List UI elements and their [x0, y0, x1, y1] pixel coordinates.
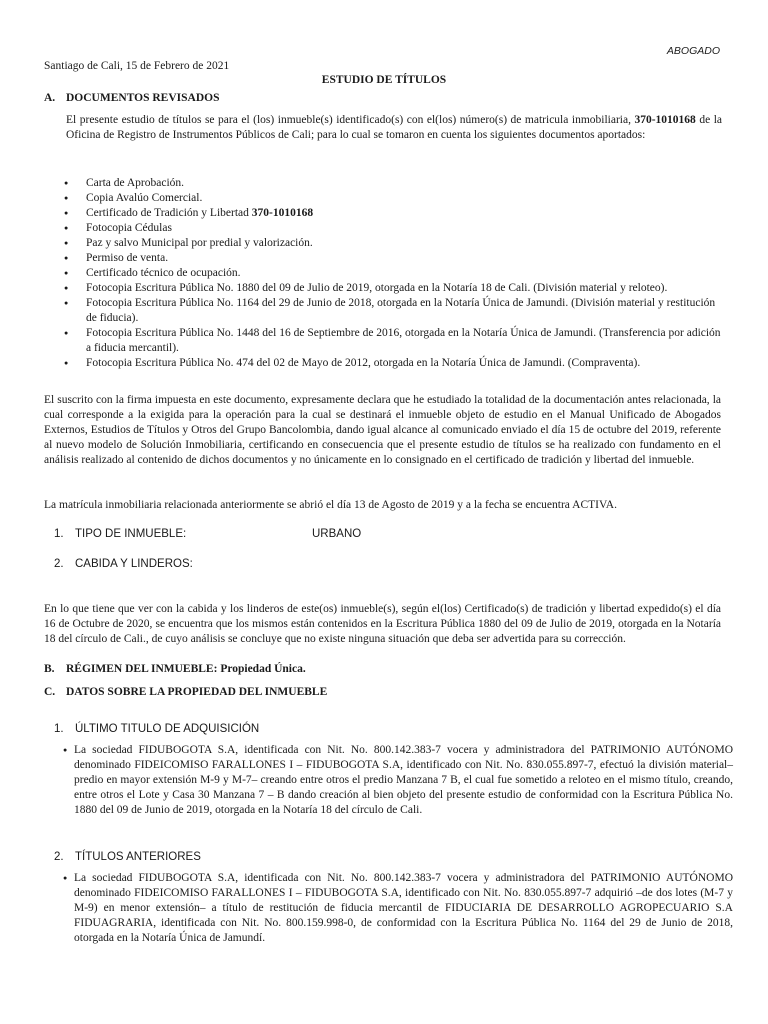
header-role: ABOGADO	[666, 45, 720, 57]
document-text: Fotocopia Escritura Pública No. 1448 del 16 de Septiembre de 2016, otorgada en la Notaría Única de Jamundi. (Transferencia por adición a fiducia mercantil).	[86, 327, 721, 354]
ultimo-titulo-paragraph	[63, 743, 733, 818]
document-text: Fotocopia Escritura Pública No. 1164 del 29 de Junio de 2018, otorgada en la Notaría Única de Jamundi. (División material y restitución de fiducia).	[86, 297, 716, 324]
document-text: Certificado técnico de ocupación.	[86, 267, 241, 279]
bullet-dot: ●	[63, 746, 68, 754]
item-label: TÍTULOS ANTERIORES	[75, 851, 201, 863]
document-text: Carta de Aprobación.	[86, 177, 185, 189]
item-cabida-linderos	[54, 557, 193, 572]
item-number: 1.	[54, 723, 64, 735]
bullet-dot: ●	[63, 874, 68, 882]
list-item	[64, 206, 726, 221]
section-c-letter: C.	[44, 686, 56, 698]
document-text: Fotocopia Escritura Pública No. 1880 del 09 de Julio de 2019, otorgada en la Notaría 18 de Cali. (División material y reloteo).	[86, 282, 668, 294]
item-tipo-inmueble	[54, 527, 186, 542]
list-item	[64, 176, 726, 191]
document-text: Paz y salvo Municipal por predial y valorización.	[86, 237, 313, 249]
section-a-title: DOCUMENTOS REVISADOS	[66, 92, 220, 104]
section-b-value: Propiedad Única.	[220, 663, 306, 675]
list-item	[64, 281, 726, 296]
titulos-anteriores-text: La sociedad FIDUBOGOTA S.A, identificada con Nit. No. 800.142.383-7 vocera y administradora del PATRIMONIO AUTÓNOMO denominado FIDEICOMISO FARALLONES I – FIDUBOGOTA S.A, identificado con Nit. No. 830.055.897-7 adquirió –de dos lotes (M-7 y M-9) en menor extensión– a título de restitución de fiducia mercantil de FIDUCIARIA DE DESARROLLO AGROPECUARIO S.A FIDUAGRARIA, identificada con Nit. No. 800.159.998-0, de conformidad con la Escritura Pública No. 1164 del 29 de Junio de 2018, otorgada en la Notaría Única de Jamundí.	[74, 872, 733, 944]
list-item	[64, 251, 726, 266]
matricula-note: La matrícula inmobiliaria relacionada anteriormente se abrió el día 13 de Agosto de 2019 y a la fecha se encuentra ACTIVA.	[44, 499, 617, 511]
list-item	[64, 266, 726, 281]
item-number: 1.	[54, 528, 64, 540]
item-label: ÚLTIMO TITULO DE ADQUISICIÓN	[75, 723, 260, 735]
item-titulos-anteriores	[54, 850, 201, 865]
document-text: Permiso de venta.	[86, 252, 169, 264]
tipo-inmueble-value: URBANO	[312, 528, 362, 540]
item-label: CABIDA Y LINDEROS:	[75, 558, 193, 570]
list-item	[64, 236, 726, 251]
section-a-letter: A.	[44, 92, 56, 104]
list-item	[64, 296, 726, 326]
section-b-title: RÉGIMEN DEL INMUEBLE:	[66, 663, 221, 675]
intro-matricula: 370-1010168	[634, 114, 696, 126]
item-label: TIPO DE INMUEBLE:	[75, 528, 187, 540]
section-c-title: DATOS SOBRE LA PROPIEDAD DEL INMUEBLE	[66, 686, 328, 698]
documents-list	[64, 176, 726, 371]
item-ultimo-titulo	[54, 722, 259, 737]
item-number: 2.	[54, 558, 64, 570]
document-text: Fotocopia Cédulas	[86, 222, 172, 234]
cabida-paragraph: En lo que tiene que ver con la cabida y los linderos de este(os) inmueble(s), según el(los) Certificado(s) de tradición y libertad expedido(s) el día 16 de Octubre de 2020, se encuentra que los mismos están contenidos en la Escritura Pública 1880 del 09 de Julio de 2019, otorgada en la Notaría 18 del círculo de Cali., de cuyo análisis se concluye que no existe ninguna situación que deba ser advertida para su corrección.	[44, 603, 721, 645]
ultimo-titulo-text: La sociedad FIDUBOGOTA S.A, identificada con Nit. No. 800.142.383-7 vocera y administradora del PATRIMONIO AUTÓNOMO denominado FIDEICOMISO FARALLONES I – FIDUBOGOTA S.A, identificado con Nit. No. 830.055.897-7, efectuó la división material–predio en mayor extensión M-9 y M-7– creando entre otros el predio Manzana 7 B, el cual fue sometido a reloteo en el mismo título, creando, entre otros el Lote y Casa 30 Manzana 7 – B dando creación al bien objeto del presente estudio de conformidad con la Escritura Pública No. 1880 del 09 de Junio de 2019, otorgada en la Notaría 18 del círculo de Cali.	[74, 744, 733, 816]
document-text: Certificado de Tradición y Libertad	[86, 207, 252, 219]
document-date: Santiago de Cali, 15 de Febrero de 2021	[44, 60, 230, 72]
document-title: ESTUDIO DE TÍTULOS	[321, 74, 447, 86]
document-text: Fotocopia Escritura Pública No. 474 del 02 de Mayo de 2012, otorgada en la Notaría Única de Jamundi. (Compraventa).	[86, 357, 641, 369]
list-item	[64, 326, 726, 356]
item-number: 2.	[54, 851, 64, 863]
section-a-intro	[66, 113, 722, 143]
section-a-heading	[44, 91, 219, 106]
certificado-number: 370-1010168	[251, 207, 314, 219]
section-b-heading	[44, 662, 306, 677]
list-item	[64, 356, 726, 371]
list-item	[64, 191, 726, 206]
declaration-paragraph: El suscrito con la firma impuesta en este documento, expresamente declara que he estudiado la totalidad de la documentación antes relacionada, la cual corresponde a la exigida para la operación para la cual se destinará el inmueble objeto de estudio en el Manual Unificado de Abogados Externos, Estudios de Títulos y Otros del Grupo Bancolombia, dando igual alcance al comunicado enviado el día 15 de octubre del 2019, referente al nuevo modelo de Solución Inmobiliaria, certificando en consecuencia que el presente estudio de títulos se ha realizado con fundamento en el análisis realizado al contenido de dichos documentos y no únicamente en lo consignado en el certificado de tradición y libertad del inmueble.	[44, 394, 721, 466]
list-item	[64, 221, 726, 236]
section-c-heading	[44, 685, 327, 700]
titulos-anteriores-paragraph	[63, 871, 733, 946]
intro-text-pre: El presente estudio de títulos se para el (los) inmueble(s) identificado(s) con el(los) número(s) de matricula inmobiliaria,	[66, 114, 635, 126]
section-b-letter: B.	[44, 663, 55, 675]
document-text: Copia Avalúo Comercial.	[86, 192, 203, 204]
intro-text-post: de la Oficina de Registro de Instrumentos Públicos de Cali; para lo cual se tomaron en cuenta los siguientes documentos aportados:	[66, 114, 722, 141]
